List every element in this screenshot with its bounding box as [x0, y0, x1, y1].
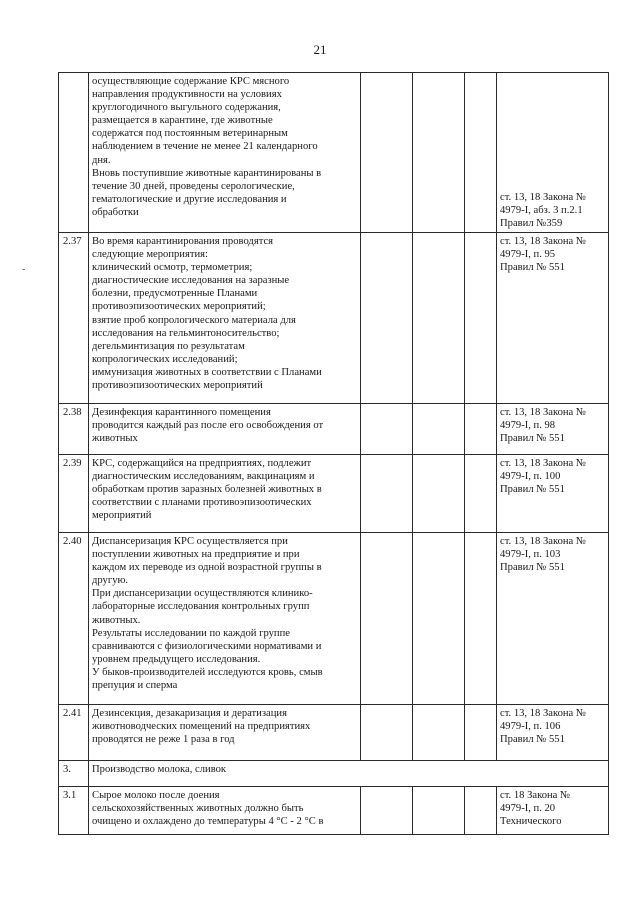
requirement-line: Сырое молоко после доения [92, 790, 220, 801]
reference-line: 4979-I, п. 103 [500, 549, 561, 561]
requirement-text [89, 455, 361, 533]
requirement-line: содержатся под постоянным ветеринарным [92, 128, 288, 140]
legal-reference [497, 787, 609, 835]
requirement-line: Результаты исследовании по каждой группе [92, 627, 290, 639]
requirement-line: каждом их переводе из одной возрастной группы в [92, 562, 322, 574]
item-number: 2.38 [59, 404, 89, 455]
empty-cell [413, 705, 465, 761]
legal-reference [497, 455, 609, 533]
section-row [59, 761, 609, 787]
item-number: 3.1 [59, 787, 89, 835]
reference-line: 4979-I, п. 98 [500, 420, 556, 432]
requirement-line: поступлении животных на предприятие и при [92, 549, 300, 561]
requirement-line: наблюдением в течение не менее 21 календарного [92, 141, 318, 153]
requirement-line: гематологические и другие исследования и [92, 193, 287, 205]
reference-line: 4979-I, п. 95 [500, 249, 556, 261]
requirement-text [89, 705, 361, 761]
requirement-line: клинический осмотр, термометрия; [92, 262, 253, 274]
requirement-line: Вновь поступившие животные карантинированы в [92, 167, 322, 179]
item-number: 2.37 [59, 233, 89, 404]
requirement-line: Дезинфекция карантинного помещения [92, 407, 271, 418]
requirement-line: Дезинсекция, дезакаризация и дератизация [92, 708, 287, 719]
requirement-line: противоэпизоотических мероприятий [92, 380, 263, 392]
requirement-line: другую. [92, 575, 129, 587]
requirement-line: иммунизация животных в соответствии с Планами [92, 366, 322, 378]
table-row [59, 533, 609, 705]
requirement-line: дня. [92, 154, 111, 166]
reference-line: 4979-I, абз. 3 п.2.1 [500, 204, 583, 216]
empty-cell [361, 404, 413, 455]
legal-reference [497, 533, 609, 705]
empty-cell [413, 404, 465, 455]
page-number: 21 [313, 42, 327, 57]
empty-cell [361, 73, 413, 233]
requirement-line: сравниваются с физиологическими нормативами и [92, 640, 322, 652]
empty-cell [465, 404, 497, 455]
reference-line: Правил № 551 [500, 734, 565, 746]
requirement-line: диагностическим исследованиям, вакцинациям и [92, 471, 315, 483]
empty-cell [413, 455, 465, 533]
table-row [59, 705, 609, 761]
table-row [59, 404, 609, 455]
requirement-line: проводится каждый раз после его освобождения от [92, 420, 324, 432]
table-row [59, 455, 609, 533]
item-number: 2.41 [59, 705, 89, 761]
requirement-text [89, 787, 361, 835]
reference-line: Правил №359 [500, 217, 563, 229]
reference-line: Правил № 551 [500, 562, 565, 574]
requirement-line: следующие мероприятия: [92, 249, 208, 261]
reference-line: ст. 13, 18 Закона № [500, 236, 587, 247]
reference-line: 4979-I, п. 20 [500, 803, 556, 815]
empty-cell [361, 233, 413, 404]
requirement-line: уровнем предыдущего исследования. [92, 653, 261, 665]
requirement-line: копрологических исследований; [92, 353, 238, 365]
table-row [59, 73, 609, 233]
item-number: 2.40 [59, 533, 89, 705]
reference-line: 4979-I, п. 100 [500, 471, 561, 483]
requirement-line: обработки [92, 206, 139, 218]
reference-line: ст. 13, 18 Закона № [500, 191, 587, 203]
requirement-line: препуция и сперма [92, 680, 178, 692]
requirement-line: противоэпизоотических мероприятий; [92, 301, 266, 313]
empty-cell [465, 787, 497, 835]
empty-cell [361, 787, 413, 835]
legal-reference [497, 73, 609, 233]
reference-line: 4979-I, п. 106 [500, 721, 561, 733]
requirement-line: дегельминтизация по результатам [92, 340, 245, 352]
table-row [59, 787, 609, 835]
empty-cell [465, 233, 497, 404]
requirement-line: круглогодичного выгульного содержания, [92, 102, 281, 114]
item-number: 2.39 [59, 455, 89, 533]
requirement-line: диагностические исследования на заразные [92, 275, 290, 287]
margin-mark: - [22, 264, 26, 275]
requirement-text [89, 404, 361, 455]
requirements-table [58, 72, 609, 835]
empty-cell [465, 705, 497, 761]
section-title: Производство молока, сливок [89, 761, 609, 787]
requirement-line: животных [92, 433, 138, 445]
requirement-line: проводятся не реже 1 раза в год [92, 734, 235, 746]
requirement-line: сельскохозяйственных животных должно быть [92, 803, 304, 815]
reference-line: ст. 13, 18 Закона № [500, 536, 587, 547]
empty-cell [413, 787, 465, 835]
legal-reference [497, 404, 609, 455]
requirement-line: направления продуктивности на условиях [92, 89, 282, 101]
table-row [59, 233, 609, 404]
requirement-line: взятие проб копрологического материала для [92, 314, 296, 326]
reference-line: ст. 18 Закона № [500, 790, 571, 801]
requirement-line: лабораторные исследования контрольных групп [92, 601, 310, 613]
legal-reference [497, 233, 609, 404]
requirement-line: мероприятий [92, 510, 152, 522]
requirement-line: При диспансеризации осуществляются клинико- [92, 588, 313, 600]
empty-cell [465, 455, 497, 533]
reference-line: ст. 13, 18 Закона № [500, 708, 587, 719]
empty-cell [413, 533, 465, 705]
requirement-line: Диспансеризация КРС осуществляется при [92, 536, 288, 547]
requirement-line: размещается в карантине, где животные [92, 115, 273, 127]
empty-cell [465, 73, 497, 233]
requirement-line: исследования на гельминтоносительство; [92, 327, 280, 339]
reference-line: Технического [500, 816, 562, 828]
requirement-line: Во время карантинирования проводятся [92, 236, 274, 247]
requirement-text [89, 73, 361, 233]
reference-line: ст. 13, 18 Закона № [500, 458, 587, 469]
requirement-line: животных. [92, 614, 141, 626]
reference-line: Правил № 551 [500, 433, 565, 445]
requirement-line: болезни, предусмотренные Планами [92, 288, 258, 300]
requirement-line: очищено и охлаждено до температуры 4 °С - 2 °С в [92, 816, 324, 828]
requirement-text [89, 533, 361, 705]
empty-cell [361, 533, 413, 705]
legal-reference [497, 705, 609, 761]
requirement-text [89, 233, 361, 404]
empty-cell [413, 73, 465, 233]
empty-cell [361, 455, 413, 533]
requirement-line: осуществляющие содержание КРС мясного [92, 76, 290, 87]
requirement-line: У быков-производителей исследуются кровь, смыв [92, 666, 323, 678]
reference-line: Правил № 551 [500, 262, 565, 274]
empty-cell [413, 233, 465, 404]
requirement-line: обработкам против заразных болезней животных в [92, 484, 322, 496]
empty-cell [465, 533, 497, 705]
item-number [59, 73, 89, 233]
empty-cell [361, 705, 413, 761]
reference-line: ст. 13, 18 Закона № [500, 407, 587, 418]
reference-line: Правил № 551 [500, 484, 565, 496]
requirement-line: соответствии с планами противоэпизоотических [92, 497, 312, 509]
requirement-line: КРС, содержащийся на предприятиях, подлежит [92, 458, 312, 469]
section-number: 3. [59, 761, 89, 787]
requirement-line: животноводческих помещений на предприятиях [92, 721, 311, 733]
requirement-line: течение 30 дней, проведены серологические, [92, 180, 295, 192]
